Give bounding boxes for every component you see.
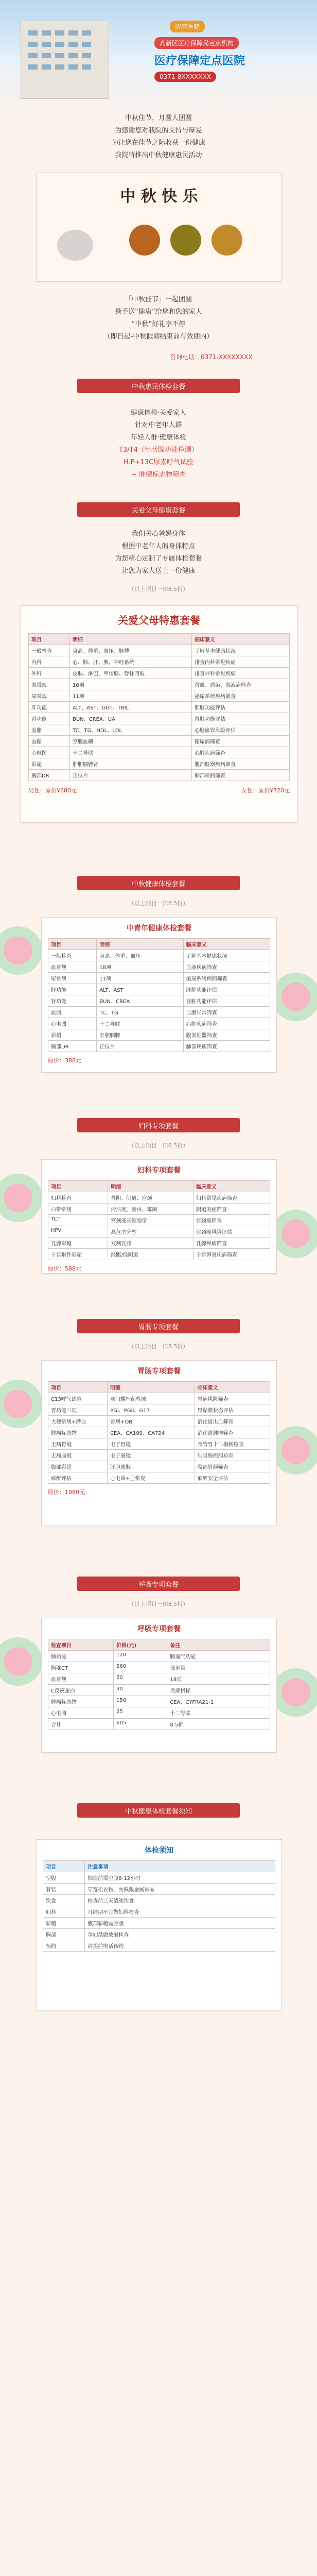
table-cell: 胸部DR [48,1041,97,1052]
table-cell: 25 [113,1707,167,1719]
intro-line: 我院特推出中秋健康惠民活动 [115,151,202,159]
section-bar: 妇科专项套餐 [77,1118,240,1132]
mooncake-image [170,225,201,256]
section-bar: 中秋健康体检套餐 [77,876,240,890]
table-cell: 泌尿系统疾病筛查 [192,690,290,702]
table-row [48,1226,270,1238]
table-cell: 胸部DR [29,770,70,781]
table-row [29,702,290,713]
table-cell: 18项 [70,679,192,690]
table-cell: C13呼气试验 [48,1393,108,1404]
package-table-title: 关爱父母特惠套餐 [118,614,200,626]
section-note: （以上项目一律8.5折） [128,1142,189,1149]
table-cell: 饮食 [43,1895,85,1906]
table-cell: HPV [48,1226,108,1238]
table-row [48,1427,270,1438]
table-row [48,1685,270,1696]
table-row [48,1192,270,1204]
intro-line: 为让您在佳节之际收获一份健康 [111,139,205,147]
activity-line: （即日起-中秋假期结束前有效期内） [103,333,214,341]
table-cell: CEA、CYFRA21-1 [167,1696,270,1707]
brand-title: 医疗保障定点医院 [154,54,245,67]
table-cell: 150 [113,1696,167,1707]
table-cell: 30 [113,1685,167,1696]
table-cell: 妇科常见疾病筛查 [193,1192,270,1204]
section-line: 年轻人群·健康体检 [130,434,187,442]
table-header: 检查项目 [48,1639,114,1651]
table-price: 原价：1980元 [48,1489,85,1496]
package-table-card [21,605,297,823]
table-cell: 胸部 [43,1929,85,1940]
table-cell: CEA、CA199、CA724 [108,1427,195,1438]
table-cell: 11项 [97,973,183,984]
top-tag-text: 清廉医院 [170,21,205,32]
activity-text [0,294,317,343]
table-cell: 肺部疾病筛查 [192,770,290,781]
table-cell: 皮肤、淋巴、甲状腺、脊柱四肢 [70,668,192,679]
table5 [48,1381,270,1484]
table-cell: 子宫附件彩超 [48,1249,108,1260]
table-row [48,984,270,995]
rabbit-image [57,230,93,261]
activity-line: “中秋”好礼享不停 [131,320,186,328]
table-row [48,1696,270,1707]
table-row [48,1450,270,1461]
table-cell: 一般检查 [48,950,97,961]
intro-line: 中秋佳节，月圆人团圆 [125,114,192,122]
table-cell: 胃黏膜状态评估 [195,1404,270,1416]
section-line-red: + 肿瘤标志物筛查 [131,471,186,479]
table-header: 价格(元) [113,1639,167,1651]
table-cell: 血糖 [29,736,70,747]
flower-decoration [0,922,46,979]
table-row [48,1662,270,1673]
table-title: 胃肠专项套餐 [137,1367,181,1376]
table-header: 临床意义 [183,939,270,950]
table-header: 临床意义 [192,634,290,645]
table-row [48,1416,270,1427]
table-header: 注意事项 [85,1861,275,1872]
table-row [48,1404,270,1416]
table-row [29,690,290,702]
table-cell: 阴道炎症筛查 [193,1204,270,1215]
section-note: （以上项目一律8.5折） [128,586,189,592]
table-cell: 乳腺疾病筛查 [193,1238,270,1249]
section-note: （以上项目一律8.5折） [128,1343,189,1350]
table-row [48,973,270,984]
table-header: 明细 [70,634,192,645]
table-cell: 尿常规 [48,973,97,984]
table-cell: 肿瘤标志物 [48,1427,108,1438]
table-cell: 身高、体重、血压 [97,950,183,961]
table-cell: 身高、体重、血压、脉搏 [70,645,192,656]
table-row [48,1007,270,1018]
table-header: 项目 [48,1382,108,1393]
table4 [48,1180,270,1260]
table-cell: 空腹血糖 [70,736,192,747]
table-cell: 腹部彩超 [48,1461,108,1472]
price-label: 男性： [28,787,45,794]
table-cell: 十二导联 [167,1707,270,1719]
table-cell: 经腹/经阴道 [108,1249,193,1260]
table-cell: 心、肺、肝、脾、神经系统 [70,656,192,668]
table-cell: 排查外科常见疾病 [192,668,290,679]
table-cell: 血脂异常筛查 [183,1007,270,1018]
table-cell: 外科 [29,668,70,679]
table-row [43,1918,275,1929]
table-cell: TC、TG [97,1007,183,1018]
table-cell: 消化道出血筛查 [195,1416,270,1427]
table-price: 原价：388元 [48,1057,81,1064]
price-male: 原价¥680元 [45,787,77,794]
table6-card [41,1618,277,1753]
table-cell: 腹部脏器疾病筛查 [192,758,290,770]
table-cell: 肾脏功能评估 [192,713,290,724]
table-cell: 肾功能 [29,713,70,724]
table-cell: BUN、CREA、UA [70,713,192,724]
table-row [29,758,290,770]
table-cell: 一般检查 [29,645,70,656]
table-cell: 正位片 [97,1041,183,1052]
table-cell: 空腹 [43,1872,85,1884]
table-row [48,961,270,973]
table-row [48,1249,270,1260]
mooncake-card [36,173,282,282]
price-row [28,786,290,794]
table-cell: 8.5折 [167,1719,270,1730]
table-cell: 18项 [167,1673,270,1685]
table-cell: 穿宽松衣物，勿佩戴金属饰品 [85,1884,275,1895]
section-bar: 中秋惠民体检套餐 [77,379,240,393]
table-cell: 子宫卵巢疾病筛查 [193,1249,270,1260]
flower-decoration [0,1170,46,1226]
table7 [43,1860,275,1952]
table-header: 明细 [97,939,183,950]
table-cell: C反应蛋白 [48,1685,114,1696]
price-female: 原价¥720元 [258,787,290,794]
table-row [48,1707,270,1719]
flower-decoration [0,1633,46,1690]
table-row [29,656,290,668]
table-cell: 11项 [70,690,192,702]
table-row [43,1884,275,1895]
table-row [43,1872,275,1884]
table-row [48,995,270,1007]
table-cell: 外阴、阴道、宫颈 [108,1192,193,1204]
table-cell: 腹部脏器筛查 [183,1029,270,1041]
table-cell: 605 [113,1719,167,1730]
table-cell: 120 [113,1651,167,1662]
section-line-red: T3/T4（甲状腺功能检测） [119,446,198,454]
table-cell: 胸部CT [48,1662,114,1673]
table-row [29,645,290,656]
table-row [48,1018,270,1029]
table-cell: 肝功能 [48,984,97,995]
table-row [48,1719,270,1730]
table-cell: 肾脏功能评估 [183,995,270,1007]
table-header: 备注 [167,1639,270,1651]
table-header: 项目 [48,939,97,950]
section-line: 根据中老年人的身体特点 [121,543,196,550]
price-label: 女性： [241,787,258,794]
table-cell: 内科 [29,656,70,668]
table7-card [36,1839,282,2010]
section-line: 健康体检·关爱家人 [130,409,187,417]
intro-line: 为感谢您对我院的支持与厚爱 [115,127,202,134]
table-cell: 乳腺彩超 [48,1238,108,1249]
section2-text [0,528,317,578]
table-row [29,679,290,690]
table-cell: 肺通气功能 [167,1651,270,1662]
table-cell: 泌尿系统疾病筛查 [183,973,270,984]
table-cell: 心电图 [48,1707,114,1719]
table-cell: TC、TG、HDL、LDL [70,724,192,736]
table-cell: 麻醉评估 [48,1472,108,1484]
table-cell: 高危型分型 [108,1226,193,1238]
table-cell: 十二导联 [70,747,192,758]
table-cell: 腹部彩超需空腹 [85,1918,275,1929]
table-cell: TCT [48,1215,108,1226]
table-cell: 电子胃镜 [108,1438,195,1450]
table-cell: 彩超 [29,758,70,770]
table-cell: 着装 [43,1884,85,1895]
mooncake-image [212,225,242,256]
table-cell: 18项 [97,961,183,973]
table-cell: 消化道肿瘤筛查 [195,1427,270,1438]
table3 [48,938,270,1052]
table-cell: 抽血前需空腹8-12小时 [85,1872,275,1884]
table-cell: BUN、CREA [97,995,183,1007]
table-cell: 宫颈癌筛查 [193,1215,270,1226]
table-row [43,1929,275,1940]
table-cell: 糖尿病筛查 [192,736,290,747]
section1-text [0,407,317,481]
table-cell: 食管胃十二指肠检查 [195,1438,270,1450]
table5-card [41,1360,277,1526]
activity-line: 携手送“健康”给您和您的家人 [115,308,202,316]
table-cell: 心脏疾病筛查 [192,747,290,758]
table-cell: 心电图+血常规 [108,1472,195,1484]
section-bar: 胃肠专项套餐 [77,1319,240,1333]
table-row [29,736,290,747]
flower-decoration [0,1376,46,1432]
table-cell: ALT、AST [97,984,183,995]
table-cell: 月经期不宜做妇科检查 [85,1906,275,1918]
table-cell: 炎症指标 [167,1685,270,1696]
table-cell: 肺功能 [48,1651,114,1662]
table-header: 明细 [108,1181,193,1192]
table-cell: 肝脏功能评估 [183,984,270,995]
table-row [29,713,290,724]
table-row [48,1461,270,1472]
table-title: 妇科专项套餐 [137,1166,181,1175]
table-cell: 肝胆胰脾肾 [70,758,192,770]
table-price: 原价：588元 [48,1265,81,1272]
table-cell: 大便常规+潜血 [48,1416,108,1427]
table-row [48,1215,270,1226]
table-title: 呼吸专项套餐 [137,1625,181,1633]
table-cell: 尿常规 [29,690,70,702]
table4-card [41,1159,277,1274]
section-note: （以上项目一律8.5折） [128,1601,189,1607]
section-line: 让您为家人送上一份健康 [121,567,196,575]
table-row [48,1393,270,1404]
section-line-red: H.P+13C尿素呼气试验 [123,459,194,466]
table-cell: 胃功能三项 [48,1404,108,1416]
table-cell: 妇科检查 [48,1192,108,1204]
table-cell: 肝胆胰脾 [97,1029,183,1041]
table-cell: 检查前三天清淡饮食 [85,1895,275,1906]
table-cell: 20 [113,1673,167,1685]
table-cell: 电子肠镜 [108,1450,195,1461]
table-row [48,1238,270,1249]
table-cell: 心脏疾病筛查 [183,1018,270,1029]
package-table [28,633,290,781]
phone-line: 咨询电话：0371-XXXXXXXX [170,353,253,361]
table-row [48,1204,270,1215]
table-cell: 了解基本健康状况 [183,950,270,961]
table-cell: 血常规 [48,961,97,973]
section-line: 针对中老年人群 [135,421,182,429]
table-cell: 宫颈液基细胞学 [108,1215,193,1226]
table-title: 体检须知 [145,1846,173,1855]
table-cell: 彩超 [43,1918,85,1929]
table-row [43,1940,275,1952]
table-cell: PGI、PGII、G17 [108,1404,195,1416]
section-line: 为您精心定制了专属体检套餐 [115,555,202,563]
table-cell: 合计 [48,1719,114,1730]
intro-text [0,112,317,162]
section-bar: 呼吸专项套餐 [77,1577,240,1591]
section-line: 我们关心爸妈身体 [131,530,185,538]
table-row [48,1029,270,1041]
table-cell: 血常规 [29,679,70,690]
table-cell: 肝胆胰脾 [108,1461,195,1472]
table-cell: 腹部脏器筛查 [195,1461,270,1472]
table-cell: 正位片 [70,770,192,781]
mooncake-image [129,225,160,256]
table-header: 项目 [43,1861,85,1872]
table-cell: 血脂 [29,724,70,736]
table-cell: 宫颈癌风险评估 [193,1226,270,1238]
table-cell: 结直肠疾病检查 [195,1450,270,1461]
hospital-building-image [21,21,109,99]
table-cell: 了解基本健康状况 [192,645,290,656]
hero-logo-box [154,31,309,93]
table-row [29,747,290,758]
table-cell: 肿瘤标志物 [48,1696,114,1707]
table-cell: 孕妇禁做放射检查 [85,1929,275,1940]
table-header: 临床意义 [195,1382,270,1393]
mooncake-title: 中 秋 快 乐 [120,188,198,206]
table-row [48,1438,270,1450]
table-cell: 彩超 [48,1029,97,1041]
table-cell: 预约 [43,1940,85,1952]
table-cell: 心脑血管风险评估 [192,724,290,736]
table-row [29,668,290,679]
table-cell: 麻醉安全评估 [195,1472,270,1484]
table-row [48,1673,270,1685]
table-cell: ALT、AST、GGT、TBIL [70,702,192,713]
section-note: （以上项目一律8.5折） [128,900,189,907]
table-cell: 血常规 [48,1673,114,1685]
table3-card [41,917,277,1073]
table-row [43,1895,275,1906]
activity-line: 「中秋佳节」一起团圆 [125,296,192,303]
table-title: 中青年健康体检套餐 [127,924,191,933]
table-cell: 十二导联 [97,1018,183,1029]
table-cell: 肾功能 [48,995,97,1007]
table6 [48,1639,270,1730]
table-row [48,1651,270,1662]
table-cell: 血脂 [48,1007,97,1018]
table-cell: 260 [113,1662,167,1673]
table-cell: 贫血、感染、血液病筛查 [192,679,290,690]
table-cell: 无痛胃镜 [48,1438,108,1450]
table-row [29,770,290,781]
table-cell: 白带常规 [48,1204,108,1215]
table-header: 明细 [108,1382,195,1393]
table-row [43,1906,275,1918]
table-row [29,724,290,736]
table-row [48,950,270,961]
table-cell: 肝脏功能评估 [192,702,290,713]
table-row [48,1472,270,1484]
table-cell: 清洁度、滴虫、霉菌 [108,1204,193,1215]
section-bar: 中秋健康体检套餐须知 [77,1803,240,1818]
table-header: 项目 [29,634,70,645]
table-cell: 血液疾病筛查 [183,961,270,973]
table-cell: 胃病风险筛查 [195,1393,270,1404]
table-cell: 肝功能 [29,702,70,713]
table-cell: 排查内科常见疾病 [192,656,290,668]
table-cell: 无痛肠镜 [48,1450,108,1461]
table-header: 临床意义 [193,1181,270,1192]
table-cell: 肺部疾病筛查 [183,1041,270,1052]
section-bar: 关爱父母健康套餐 [77,502,240,517]
table-cell: 妇科 [43,1906,85,1918]
badge-phone: 0371-8XXXXXXX [154,72,216,82]
table-cell: 心电图 [48,1018,97,1029]
table-cell: 双侧乳腺 [108,1238,193,1249]
table-row [48,1041,270,1052]
table-cell: 幽门螺杆菌检测 [108,1393,195,1404]
badge-line-1: 高新区医疗保障局定点机构 [154,37,239,49]
table-cell: 常规+OB [108,1416,195,1427]
table-header: 项目 [48,1181,108,1192]
table-cell: 心电图 [29,747,70,758]
table-cell: 低剂量 [167,1662,270,1673]
table-cell: 请提前电话预约 [85,1940,275,1952]
